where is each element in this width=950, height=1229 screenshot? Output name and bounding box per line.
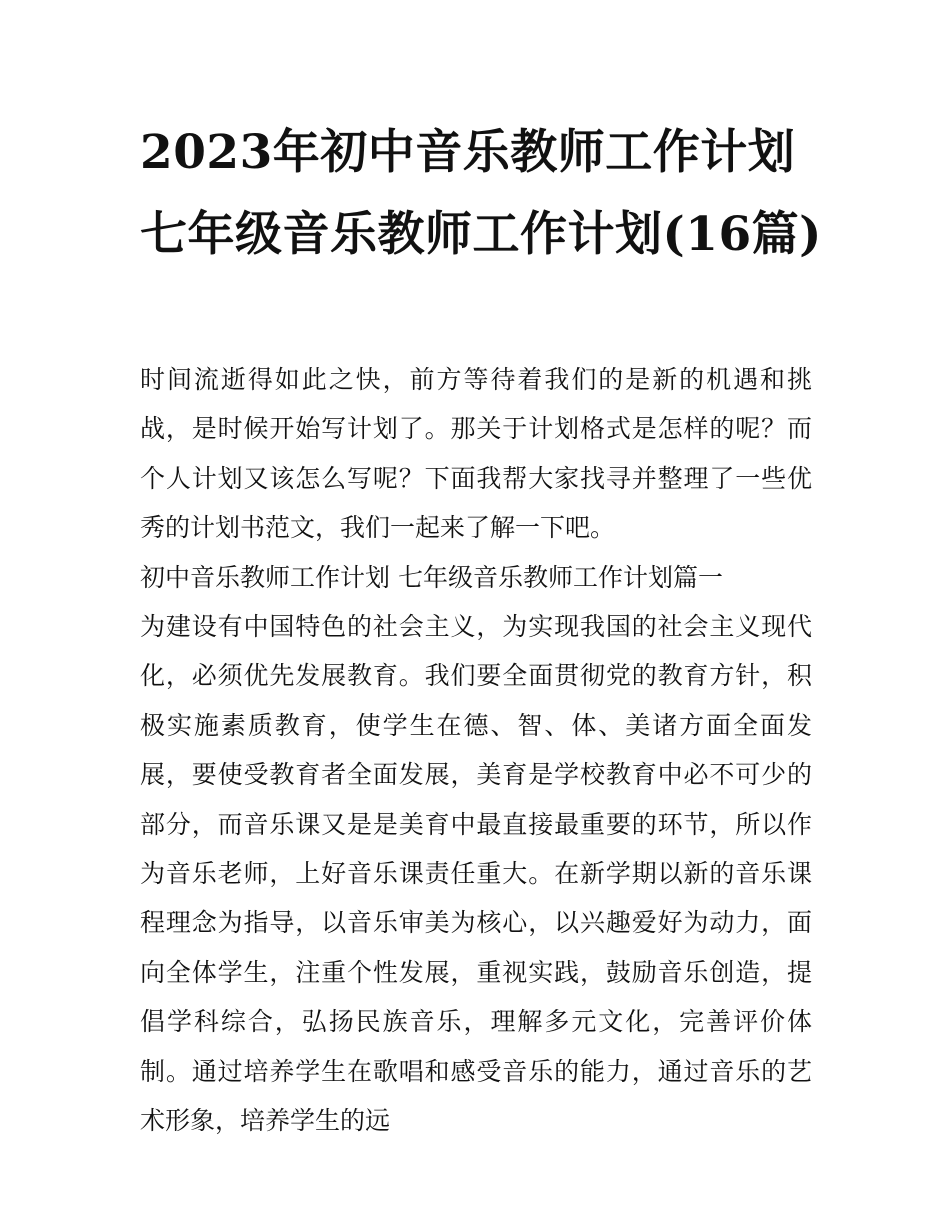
document-title: 2023年初中音乐教师工作计划 七年级音乐教师工作计划(16篇) <box>140 125 822 262</box>
document-body <box>140 355 812 1146</box>
section-paragraph: 为建设有中国特色的社会主义，为实现我国的社会主义现代化，必须优先发展教育。我们要全面贯彻党的教育方针，积极实施素质教育，使学生在德、智、体、美诸方面全面发展，要使受教育者全面发展，美育是学校教育中必不可少的部分，而音乐课又是是美育中最直接最重要的环节，所以作为音乐老师，上好音乐课责任重大。在新学期以新的音乐课程理念为指导，以音乐审美为核心，以兴趣爱好为动力，面向全体学生，注重个性发展，重视实践，鼓励音乐创造，提倡学科综合，弘扬民族音乐，理解多元文化，完善评价体制。通过培养学生在歌唱和感受音乐的能力，通过音乐的艺术形象，培养学生的远 <box>140 612 812 1136</box>
section-heading: 初中音乐教师工作计划 七年级音乐教师工作计划篇一 <box>140 562 723 592</box>
intro-paragraph: 时间流逝得如此之快，前方等待着我们的是新的机遇和挑战，是时候开始写计划了。那关于计划格式是怎样的呢？而个人计划又该怎么写呢？下面我帮大家找寻并整理了一些优秀的计划书范文，我们一起来了解一下吧。 <box>140 365 812 543</box>
